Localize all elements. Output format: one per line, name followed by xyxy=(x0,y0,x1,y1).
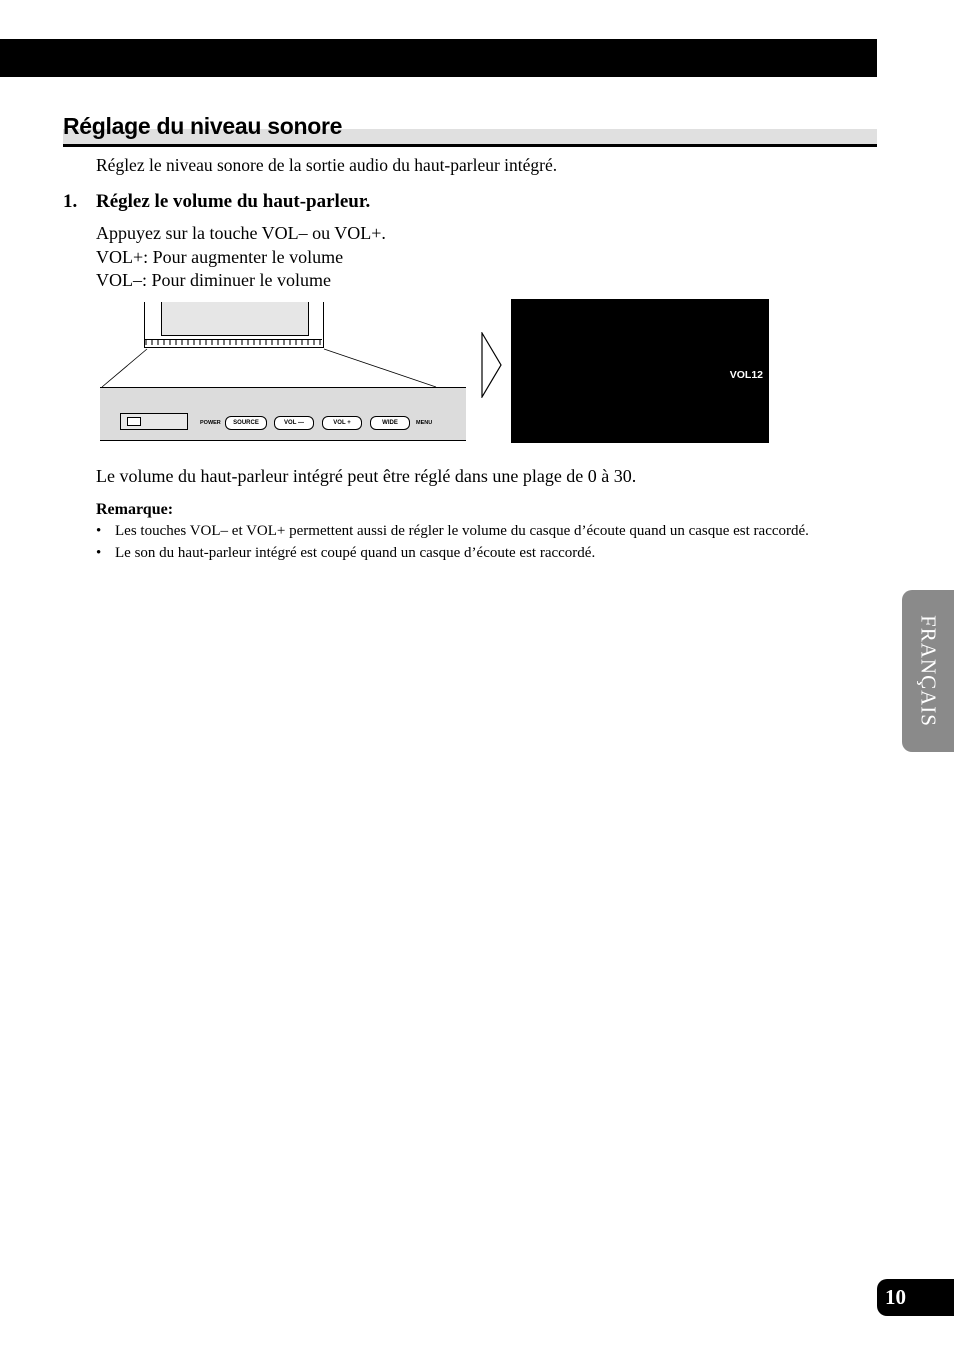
monitor-drawing xyxy=(144,302,324,348)
section-title: Réglage du niveau sonore xyxy=(63,113,343,139)
page-number-tab xyxy=(877,1279,954,1316)
note-text: Les touches VOL– et VOL+ permettent aussi de régler le volume du casque d’écoute quand un casque est raccordé. xyxy=(115,523,809,539)
power-indicator xyxy=(120,413,188,430)
vol-minus-button: VOL — xyxy=(274,416,314,430)
bullet: • xyxy=(96,523,102,539)
page-number: 10 xyxy=(885,1285,906,1309)
note-text: Le son du haut-parleur intégré est coupé quand un casque d’écoute est raccordé. xyxy=(115,544,596,561)
step-number: 1. xyxy=(63,191,78,212)
note-list xyxy=(96,522,826,565)
power-label: POWER xyxy=(200,420,221,426)
language-tab-label: FRANÇAIS xyxy=(916,615,941,727)
step-line: VOL–: Pour diminuer le volume xyxy=(96,270,331,290)
volume-illustration xyxy=(99,299,771,445)
note-title: Remarque: xyxy=(96,501,174,518)
note-item xyxy=(96,522,826,542)
menu-label: MENU xyxy=(416,420,433,426)
vol-plus-button: VOL + xyxy=(322,416,362,430)
source-button: SOURCE xyxy=(225,416,267,430)
step-line: Appuyez sur la touche VOL– ou VOL+. xyxy=(96,223,386,243)
bullet: • xyxy=(96,544,102,561)
wide-button: WIDE xyxy=(370,416,410,430)
step-heading xyxy=(63,190,370,214)
note-item xyxy=(96,544,826,564)
step-instructions xyxy=(96,222,386,293)
range-text: Le volume du haut-parleur intégré peut être réglé dans une plage de 0 à 30. xyxy=(96,466,637,486)
step-title: Réglez le volume du haut-parleur. xyxy=(96,191,371,212)
section-header xyxy=(63,112,877,147)
control-panel-closeup xyxy=(100,387,466,441)
screen-display xyxy=(511,299,769,443)
monitor-button-strip xyxy=(145,339,322,345)
language-tab xyxy=(902,590,954,752)
arrow-right-icon xyxy=(481,332,503,398)
intro-text: Réglez le niveau sonore de la sortie audio du haut-parleur intégré. xyxy=(96,155,558,175)
monitor-screen xyxy=(161,302,309,336)
heading-rule xyxy=(63,144,877,147)
volume-readout: VOL12 xyxy=(729,369,763,381)
header-bar xyxy=(0,39,877,77)
step-line: VOL+: Pour augmenter le volume xyxy=(96,246,344,267)
